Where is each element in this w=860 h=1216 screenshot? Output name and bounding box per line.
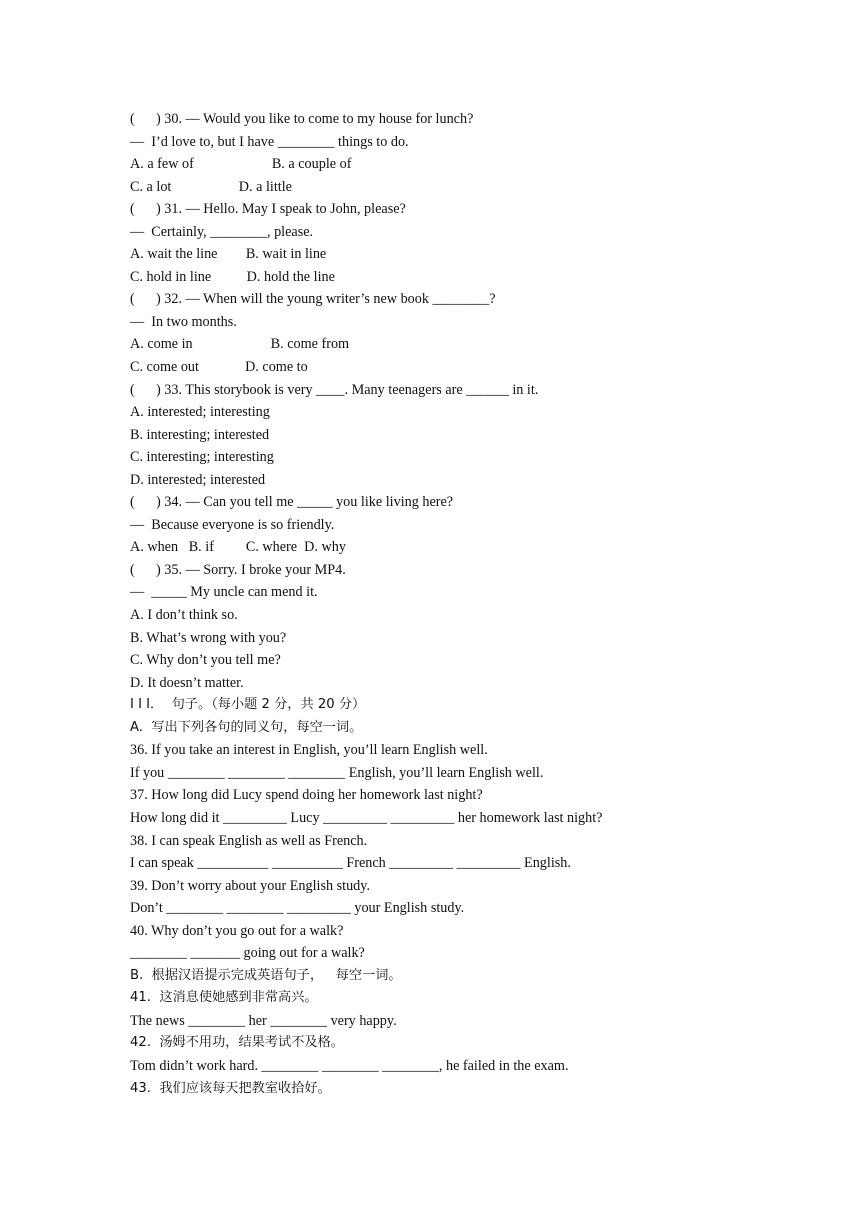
question-31-reply: — Certainly, ________, please. xyxy=(130,223,314,240)
question-35-reply: — _____ My uncle can mend it. xyxy=(130,584,318,601)
question-41-prompt: 41. 这消息使她感到非常高兴。 xyxy=(130,990,318,1006)
question-33-stem: ( ) 33. This storybook is very ____. Many teenagers are ______ in it. xyxy=(130,381,539,398)
question-30-options-ab: A. a few of B. a couple of xyxy=(130,156,352,173)
question-34-stem: ( ) 34. — Can you tell me _____ you like living here? xyxy=(130,494,454,511)
question-35-stem: ( ) 35. — Sorry. I broke your MP4. xyxy=(130,561,346,578)
question-35-option-b: B. What’s wrong with you? xyxy=(130,629,287,646)
question-31-options-ab: A. wait the line B. wait in line xyxy=(130,246,327,263)
question-42-prompt: 42. 汤姆不用功，结果考试不及格。 xyxy=(130,1035,344,1051)
question-33-option-c: C. interesting; interesting xyxy=(130,449,274,466)
question-40-answer-line: ________ _______ going out for a walk? xyxy=(130,945,365,962)
worksheet-page xyxy=(130,108,750,1100)
question-36-prompt: 36. If you take an interest in English, you’ll learn English well. xyxy=(130,742,488,759)
question-34-reply: — Because everyone is so friendly. xyxy=(130,516,335,533)
question-36-answer-line: If you ________ ________ ________ English, you’ll learn English well. xyxy=(130,764,544,781)
question-33-option-d: D. interested; interested xyxy=(130,471,266,488)
question-33-option-a: A. interested; interesting xyxy=(130,404,270,421)
question-32-options-cd: C. come out D. come to xyxy=(130,359,308,376)
question-35-option-d: D. It doesn’t matter. xyxy=(130,674,244,691)
question-31-options-cd: C. hold in line D. hold the line xyxy=(130,268,335,285)
question-39-prompt: 39. Don’t worry about your English study. xyxy=(130,877,370,894)
question-31-stem: ( ) 31. — Hello. May I speak to John, please? xyxy=(130,201,406,218)
question-43-prompt: 43. 我们应该每天把教室收拾好。 xyxy=(130,1080,331,1096)
question-40-prompt: 40. Why don’t you go out for a walk? xyxy=(130,922,344,939)
question-32-options-ab: A. come in B. come from xyxy=(130,336,350,353)
question-37-prompt: 37. How long did Lucy spend doing her homework last night? xyxy=(130,787,483,804)
question-30-options-cd: C. a lot D. a little xyxy=(130,178,292,195)
question-41-answer-line: The news ________ her ________ very happy. xyxy=(130,1012,397,1029)
question-38-prompt: 38. I can speak English as well as French. xyxy=(130,832,368,849)
question-30-reply: — I’d love to, but I have ________ things to do. xyxy=(130,133,409,150)
question-34-options: A. when B. if C. where D. why xyxy=(130,539,346,556)
question-30-stem: ( ) 30. — Would you like to come to my house for lunch? xyxy=(130,111,474,127)
question-37-answer-line: How long did it _________ Lucy _________ _________ her homework last night? xyxy=(130,809,603,826)
question-33-option-b: B. interesting; interested xyxy=(130,426,270,443)
question-38-answer-line: I can speak __________ __________ French _________ _________ English. xyxy=(130,855,571,872)
question-32-stem: ( ) 32. — When will the young writer’s new book ________? xyxy=(130,291,496,308)
part-a-instruction: A. 写出下列各句的同义句，每空一词。 xyxy=(130,719,363,735)
question-35-option-a: A. I don’t think so. xyxy=(130,607,238,624)
question-32-reply: — In two months. xyxy=(130,313,237,330)
part-b-instruction: B. 根据汉语提示完成英语句子， 每空一词。 xyxy=(130,967,402,983)
question-39-answer-line: Don’t ________ ________ _________ your English study. xyxy=(130,900,465,917)
question-35-option-c: C. Why don’t you tell me? xyxy=(130,652,281,669)
section-3-heading: Ⅰ Ⅰ Ⅰ． 句子。（每小题 2 分，共 20 分） xyxy=(130,697,366,713)
question-42-answer-line: Tom didn’t work hard. ________ ________ ________, he failed in the exam. xyxy=(130,1057,569,1074)
